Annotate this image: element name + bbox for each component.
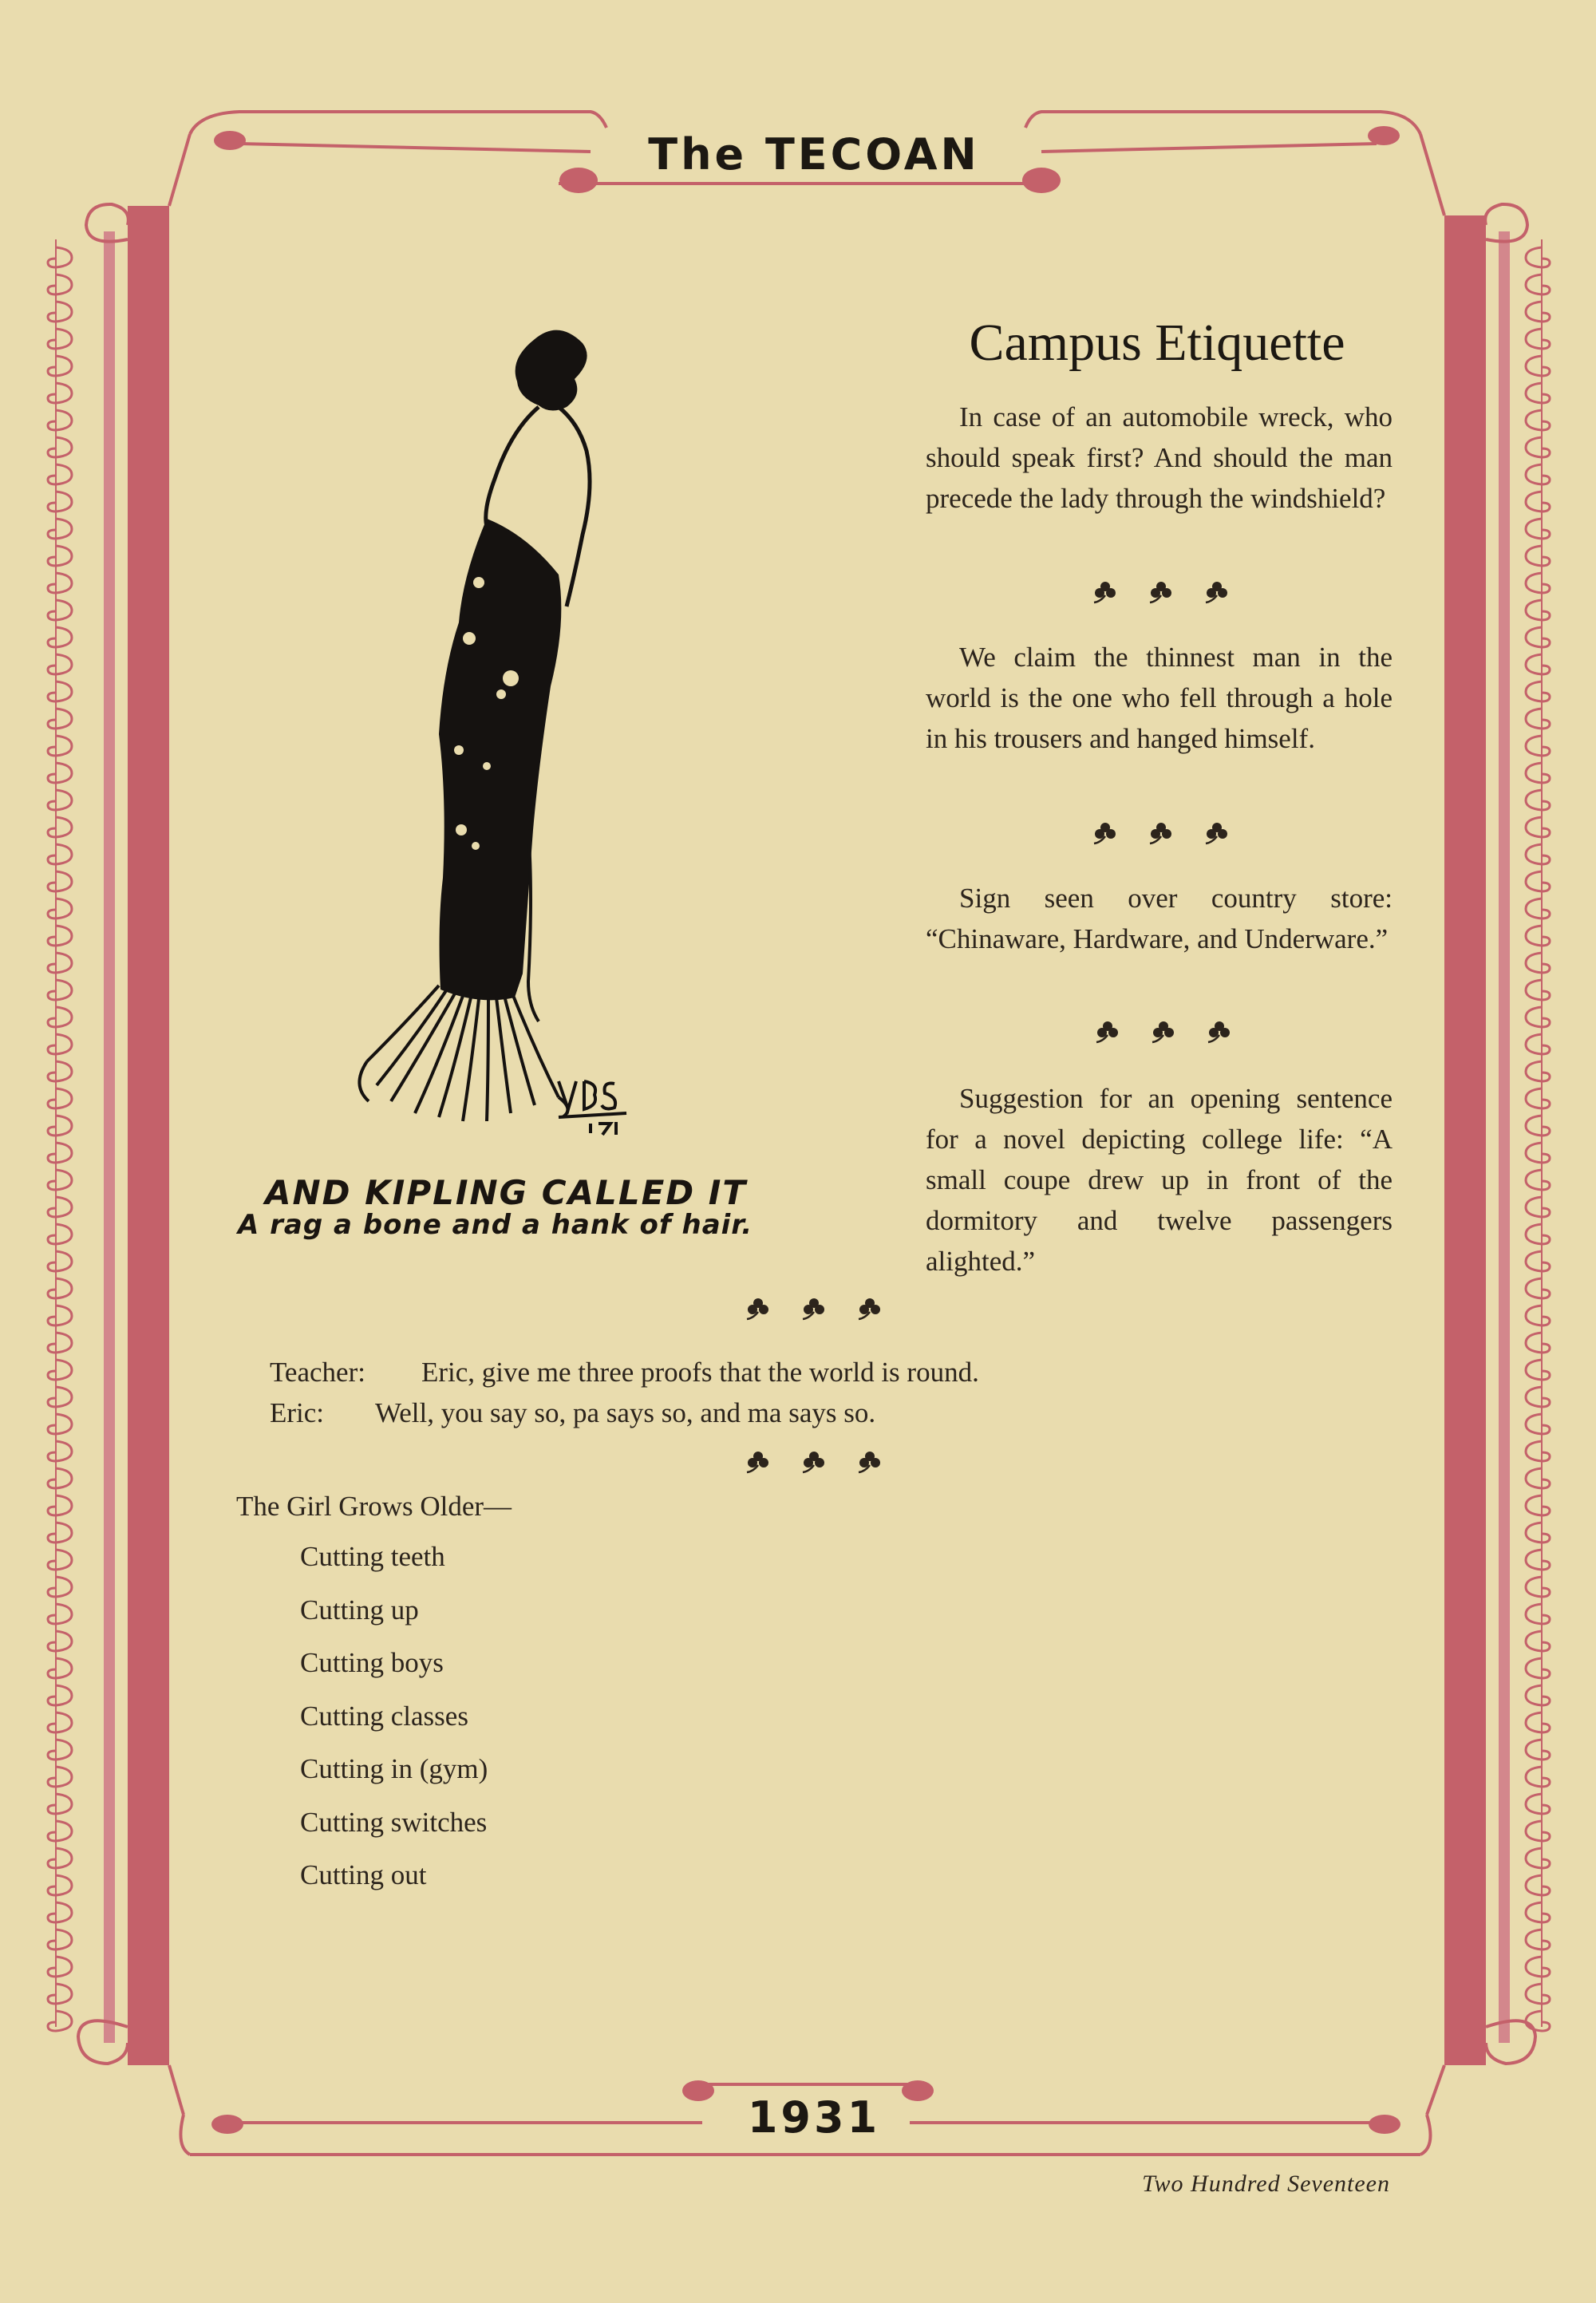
clover-ornament-icon	[798, 1449, 830, 1475]
clover-ornament-icon	[1201, 820, 1233, 846]
article-paragraph-2	[926, 637, 1393, 759]
caption-line-1: AND KIPLING CALLED IT	[265, 1173, 748, 1212]
dialogue-line	[270, 1352, 1227, 1392]
page-number: Two Hundred Seventeen	[1142, 2171, 1390, 2197]
list-item: Cutting boys	[300, 1647, 444, 1678]
clover-ornament-icon	[742, 1449, 774, 1475]
paragraph-text: In case of an automobile wreck, who should speak first? And should the man precede the lady through the windshield?	[926, 401, 1393, 514]
paragraph-text: Sign seen over country store: “Chinaware, Hardware, and Underware.”	[926, 883, 1393, 954]
header-title: The TECOAN	[648, 129, 980, 180]
article-title: Campus Etiquette	[969, 314, 1345, 372]
clover-ornament-icon	[1145, 579, 1177, 605]
girl-grows-older-list	[236, 1483, 795, 1902]
section-divider	[742, 1294, 886, 1323]
artist-signature	[559, 1081, 626, 1135]
section-divider	[1092, 1017, 1235, 1046]
clover-ornament-icon	[1201, 579, 1233, 605]
clover-ornament-icon	[854, 1296, 886, 1321]
dialogue-text: Eric, give me three proofs that the world is round.	[421, 1357, 979, 1388]
article-paragraph-3	[926, 878, 1393, 959]
clover-ornament-icon	[1148, 1019, 1179, 1045]
clover-ornament-icon	[1089, 579, 1121, 605]
list-item: Cutting out	[300, 1859, 427, 1890]
teacher-eric-dialogue	[270, 1352, 1227, 1433]
article-paragraph-4	[926, 1078, 1393, 1282]
list-item: Cutting classes	[300, 1700, 468, 1732]
speaker-label: Eric:	[270, 1397, 325, 1428]
clover-ornament-icon	[742, 1296, 774, 1321]
section-divider	[1089, 578, 1233, 606]
illustration-caption	[238, 1173, 844, 1241]
list-item: Cutting up	[300, 1594, 419, 1626]
paragraph-text: We claim the thinnest man in the world is the one who fell through a hole in his trousers and hanged himself.	[926, 642, 1393, 754]
list-item: Cutting teeth	[300, 1541, 445, 1572]
dialogue-line	[270, 1392, 1227, 1433]
speaker-label: Teacher:	[270, 1357, 365, 1388]
list-item: Cutting in (gym)	[300, 1753, 488, 1784]
list-item: Cutting switches	[300, 1806, 488, 1838]
footer-year: 1931	[747, 2092, 881, 2143]
caption-line-2: A rag a bone and a hank of hair.	[238, 1209, 753, 1241]
clover-ornament-icon	[798, 1296, 830, 1321]
clover-ornament-icon	[854, 1449, 886, 1475]
dialogue-text: Well, you say so, pa says so, and ma says so.	[375, 1397, 876, 1428]
clover-ornament-icon	[1092, 1019, 1124, 1045]
article-paragraph-1	[926, 397, 1393, 519]
woman-in-fringed-shawl-drawing-icon	[319, 319, 654, 1197]
section-divider	[742, 1448, 886, 1476]
clover-ornament-icon	[1203, 1019, 1235, 1045]
list-title: The Girl Grows Older—	[236, 1491, 512, 1522]
clover-ornament-icon	[1089, 820, 1121, 846]
paragraph-text: Suggestion for an opening sentence for a novel depicting college life: “A small coupe drew up in front of the dormitory and twelve passengers alighted.”	[926, 1083, 1393, 1277]
clover-ornament-icon	[1145, 820, 1177, 846]
section-divider	[1089, 819, 1233, 847]
